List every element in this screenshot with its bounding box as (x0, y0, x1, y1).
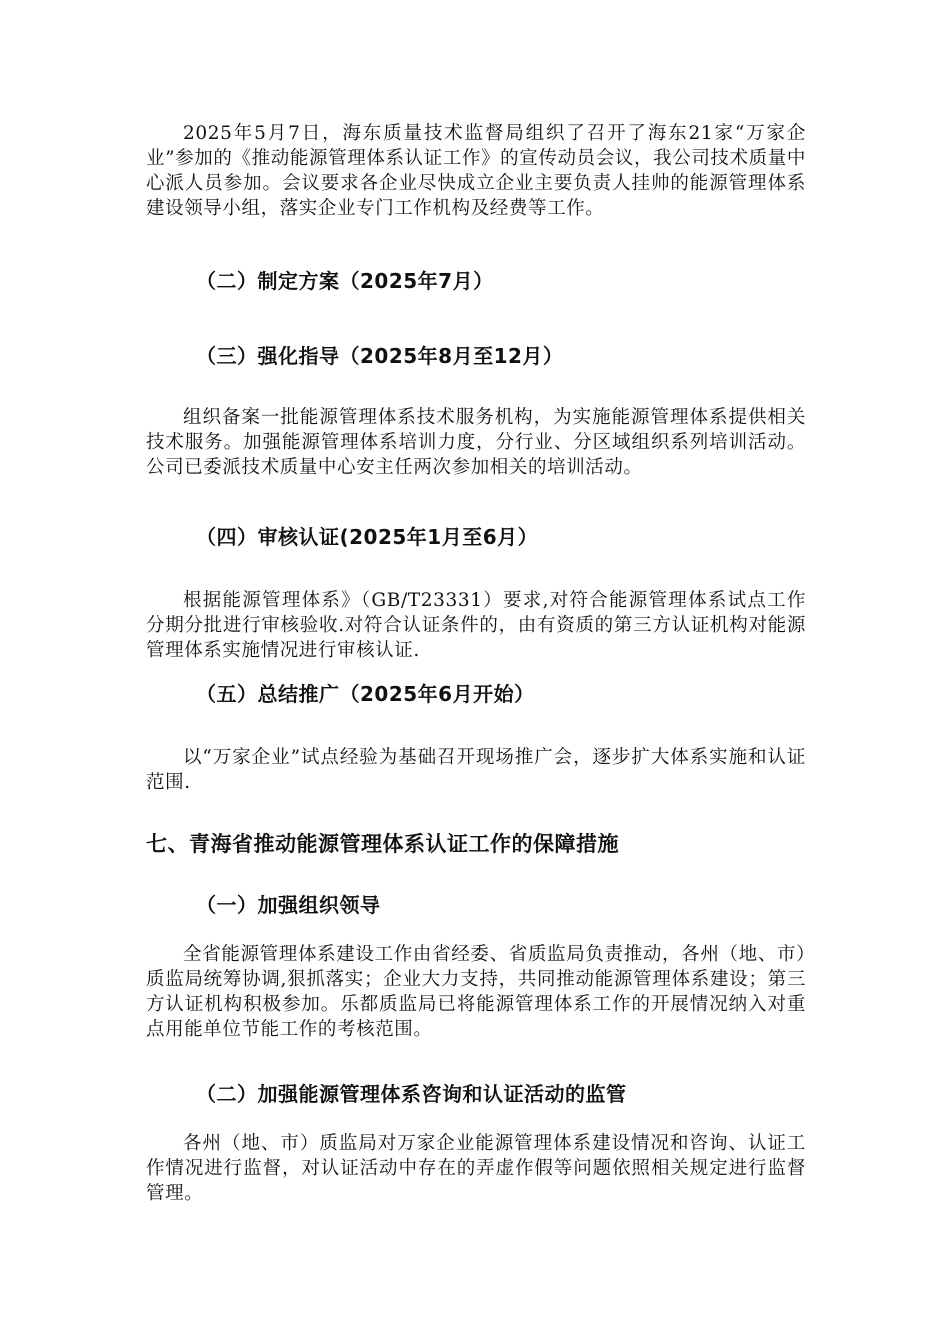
paragraph-meeting: 2025年5月7日，海东质量技术监督局组织了召开了海东21家“万家企业”参加的《推动能源管理体系认证工作》的宣传动员会议，我公司技术质量中心派人员参加。会议要求各企业尽快成立企业主要负责人挂帅的能源管理体系建设领导小组，落实企业专门工作机构及经费等工作。 (146, 123, 806, 219)
heading-consulting-supervision: （二）加强能源管理体系咨询和认证活动的监管 (196, 1082, 627, 1106)
paragraph-promotion: 以“万家企业”试点经验为基础召开现场推广会，逐步扩大体系实施和认证范围. (146, 747, 806, 793)
heading-formulate-plan: （二）制定方案（2025年7月） (196, 269, 494, 293)
heading-strengthen-guidance: （三）强化指导（2025年8月至12月） (196, 344, 564, 368)
paragraph-guidance: 组织备案一批能源管理体系技术服务机构，为实施能源管理体系提供相关技术服务。加强能源管理体系培训力度，分行业、分区域组织系列培训活动。公司已委派技术质量中心安主任两次参加相关的培训活动。 (146, 407, 806, 478)
heading-audit-certification: （四）审核认证(2025年1月至6月） (196, 525, 539, 549)
heading-organization-leadership: （一）加强组织领导 (196, 893, 381, 917)
section-heading-safeguards: 七、青海省推动能源管理体系认证工作的保障措施 (146, 832, 619, 856)
paragraph-leadership: 全省能源管理体系建设工作由省经委、省质监局负责推动，各州（地、市）质监局统筹协调,狠抓落实；企业大力支持，共同推动能源管理体系建设；第三方认证机构积极参加。乐都质监局已将能源管理体系工作的开展情况纳入对重点用能单位节能工作的考核范围。 (146, 944, 806, 1040)
heading-summary-promotion: （五）总结推广（2025年6月开始） (196, 682, 535, 706)
paragraph-audit: 根据能源管理体系》（GB/T23331）要求,对符合能源管理体系试点工作分期分批进行审核验收.对符合认证条件的，由有资质的第三方认证机构对能源管理体系实施情况进行审核认证. (146, 590, 806, 661)
paragraph-supervision: 各州（地、市）质监局对万家企业能源管理体系建设情况和咨询、认证工作情况进行监督，对认证活动中存在的弄虚作假等问题依照相关规定进行监督管理。 (146, 1133, 806, 1204)
